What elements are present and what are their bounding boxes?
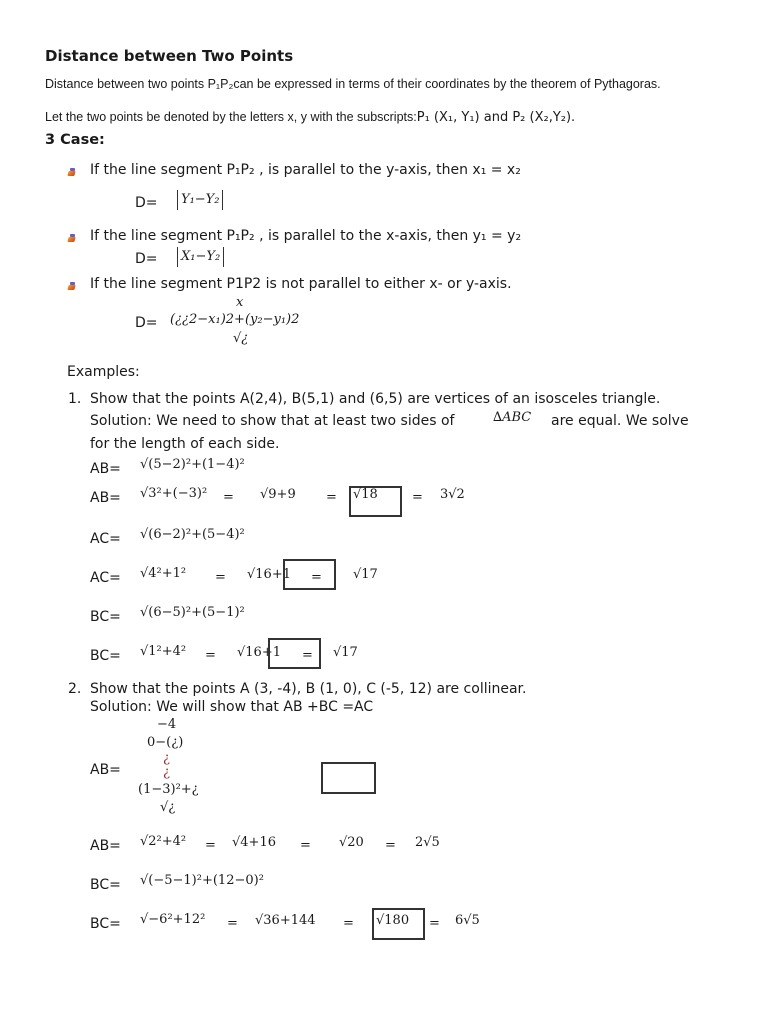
page-title: Distance between Two Points	[45, 47, 294, 65]
answer-box	[268, 638, 321, 669]
equals-sign: =	[205, 648, 216, 663]
equals-sign: =	[227, 916, 238, 931]
ab-result: 2√5	[415, 835, 440, 850]
case-3-formula: (¿¿2−x₁)2+(y₂−y₁)2	[170, 312, 300, 327]
bc-step-value: √36+144	[255, 913, 316, 928]
ab-label: AB=	[90, 838, 121, 854]
equals-sign: =	[412, 490, 423, 505]
bc-boxed-value: √180	[376, 913, 410, 928]
equals-sign: =	[215, 570, 226, 585]
equals-sign: =	[429, 916, 440, 931]
bullet-icon	[68, 168, 77, 177]
bc-expression: √−6²+12²	[140, 912, 206, 927]
case-3-formula-top: x	[236, 295, 244, 310]
case-3-formula-label: D=	[135, 315, 158, 331]
bc-expression: √1²+4²	[140, 644, 187, 659]
stack-line: ¿	[163, 765, 170, 780]
case-2-formula: X₁−Y₂	[177, 247, 224, 267]
case-1-formula: Y₁−Y₂	[177, 190, 223, 210]
example-2-number: 2.	[68, 681, 82, 697]
example-2-statement: Show that the points A (3, -4), B (1, 0), C (-5, 12) are collinear.	[90, 681, 527, 697]
case-2-formula-label: D=	[135, 251, 158, 267]
bc-label: BC=	[90, 916, 121, 932]
stack-line: √¿	[160, 800, 176, 815]
bc-label: BC=	[90, 877, 121, 893]
equals-sign: =	[205, 838, 216, 853]
ac-expression: √(6−2)²+(5−4)²	[140, 527, 245, 542]
triangle-abc: ∆ABC	[493, 410, 532, 425]
bc-label: BC=	[90, 609, 121, 625]
case-3-text: If the line segment P1P2 is not parallel to either x- or y-axis.	[90, 276, 512, 292]
ac-label: AC=	[90, 570, 121, 586]
bc-result: √17	[333, 645, 358, 660]
example-2-solution: Solution: We will show that AB +BC =AC	[90, 699, 374, 715]
ac-step-value: √16+1	[247, 567, 291, 582]
bc-label: BC=	[90, 648, 121, 664]
stack-text: 0−(¿)	[147, 735, 184, 750]
equals-sign: =	[385, 838, 396, 853]
stack-line: (1−3)²+¿	[138, 782, 199, 797]
bc-expression: √(6−5)²+(5−1)²	[140, 605, 245, 620]
intro-text: Let the two points be denoted by the letters x, y with the subscripts:	[45, 110, 417, 124]
case-1-formula-label: D=	[135, 195, 158, 211]
ac-result: √17	[353, 567, 378, 582]
bullet-icon	[68, 234, 77, 243]
example-1-solution-a: Solution: We need to show that at least two sides of	[90, 413, 455, 429]
ab-step-value: √4+16	[232, 835, 276, 850]
ab-label: AB=	[90, 461, 121, 477]
example-1-number: 1.	[68, 391, 82, 407]
ac-label: AC=	[90, 531, 121, 547]
ac-expression: √4²+1²	[140, 566, 187, 581]
example-1-solution-b: are equal. We solve	[551, 413, 689, 429]
equals-sign: =	[223, 490, 234, 505]
intro-paragraph-2	[45, 106, 575, 125]
case-2-text: If the line segment P₁P₂ , is parallel to the x-axis, then y₁ = y₂	[90, 228, 522, 244]
stack-line: ¿	[163, 751, 170, 766]
ab-expression: √2²+4²	[140, 834, 187, 849]
equals-sign: =	[302, 648, 313, 663]
ab-step-value: √20	[339, 835, 364, 850]
stack-line: −4	[157, 717, 177, 732]
ab-boxed-value: √18	[353, 487, 378, 502]
bc-expression: √(−5−1)²+(12−0)²	[140, 873, 264, 888]
example-1-solution-c: for the length of each side.	[90, 436, 280, 452]
ab-label: AB=	[90, 490, 121, 506]
case-1-text: If the line segment P₁P₂ , is parallel to the y-axis, then x₁ = x₂	[90, 162, 521, 178]
ab-expression: √(5−2)²+(1−4)²	[140, 457, 245, 472]
ab-expression: √3²+(−3)²	[140, 486, 208, 501]
intro-points: P₁ (X₁, Y₁) and P₂ (X₂,Y₂).	[416, 110, 576, 125]
bc-step-value: √16+1	[237, 645, 281, 660]
example-1-statement: Show that the points A(2,4), B(5,1) and (6,5) are vertices of an isosceles triangle.	[90, 391, 661, 407]
bullet-icon	[68, 282, 77, 291]
ab-step-value: √9+9	[260, 487, 296, 502]
equals-sign: =	[311, 570, 322, 585]
equals-sign: =	[343, 916, 354, 931]
bc-result: 6√5	[455, 913, 480, 928]
ab-label: AB=	[90, 762, 121, 778]
equals-sign: =	[326, 490, 337, 505]
stack-line	[147, 735, 183, 750]
examples-label: Examples:	[67, 364, 140, 380]
case-3-formula-bottom: √¿	[233, 331, 249, 346]
case-heading: 3 Case:	[45, 132, 105, 148]
intro-paragraph-1: Distance between two points P₁P₂can be expressed in terms of their coordinates by the theorem of Pythagoras.	[45, 77, 661, 91]
ab-result: 3√2	[440, 487, 465, 502]
equals-sign: =	[300, 838, 311, 853]
answer-box	[321, 762, 376, 794]
answer-box	[283, 559, 336, 590]
